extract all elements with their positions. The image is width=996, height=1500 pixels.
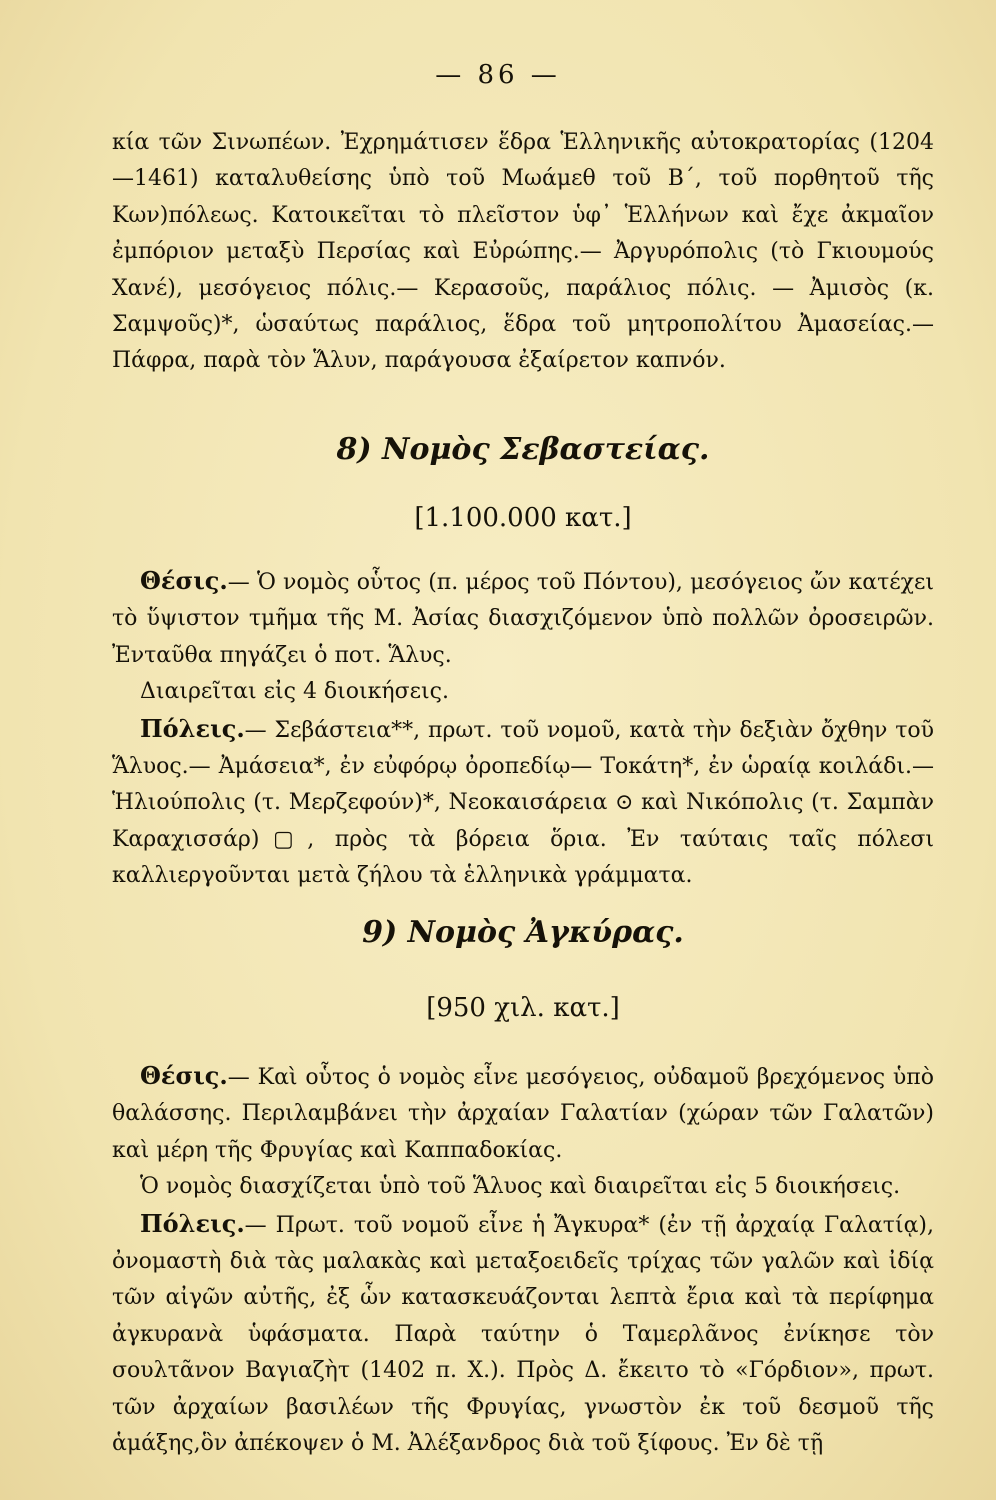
page-number: — 86 — xyxy=(435,60,561,90)
section-8-body xyxy=(112,563,934,895)
section-9-heading: 9) Νομὸς Ἀγκύρας. xyxy=(362,915,684,950)
page-body xyxy=(112,125,934,1457)
section-9-thesis xyxy=(112,1058,934,1169)
intro-paragraph: κία τῶν Σινωπέων. Ἐχρημάτισεν ἕδρα Ἑλληνικῆς αὐτοκρατορίας (1204—1461) καταλυθείσης ὑπὸ τοῦ Μωάμεθ τοῦ Β΄, τοῦ πορθητοῦ τῆς Κων)πόλεως. Κατοικεῖται τὸ πλεῖστον ὑφ᾽ Ἑλλήνων καὶ ἔχε ἀκμαῖον ἐμπόριον μεταξὺ Περσίας καὶ Εὐρώπης.— Ἀργυρόπολις (τὸ Γκιουμούς Χανέ), μεσόγειος πόλις.— Κερασοῦς, παράλιος πόλις. — Ἀμισὸς (κ. Σαμψοῦς)*, ὡσαύτως παράλιος, ἕδρα τοῦ μητροπολίτου Ἀμασείας.—Πάφρα, παρὰ τὸν Ἅλυν, παράγουσα ἐξαίρετον καπνόν. xyxy=(112,130,934,374)
section-8-cities xyxy=(112,711,934,895)
section-9-divisions: Ὁ νομὸς διασχίζεται ὑπὸ τοῦ Ἅλυος καὶ διαιρεῖται εἰς 5 διοικήσεις. xyxy=(140,1174,901,1200)
section-9-cities-label: Πόλεις. xyxy=(140,1208,245,1238)
section-8-cities-label: Πόλεις. xyxy=(140,713,245,743)
section-9-cities xyxy=(112,1206,934,1463)
section-8-thesis-label: Θέσις. xyxy=(140,566,228,595)
section-8-heading-wrap xyxy=(112,430,934,470)
section-9-body xyxy=(112,1058,934,1462)
section-9-thesis-label: Θέσις. xyxy=(140,1061,228,1090)
section-9-thesis-text: — Καὶ οὗτος ὁ νομὸς εἶνε μεσόγειος, οὐδαμοῦ βρεχόμενος ὑπὸ θαλάσσης. Περιλαμβάνει τὴν ἀρχαίαν Γαλατίαν (χώραν τῶν Γαλατῶν) καὶ μέρη τῆς Φρυγίας καὶ Καππαδοκίας. xyxy=(112,1065,934,1163)
section-9-cities-text: — Πρωτ. τοῦ νομοῦ εἶνε ἡ Ἄγκυρα* (ἐν τῇ ἀρχαίᾳ Γαλατίᾳ), ὀνομαστὴ διὰ τὰς μαλακὰς καὶ μεταξοειδεῖς τρίχας τῶν γαλῶν καὶ ἰδίᾳ τῶν αἰγῶν αὐτῆς, ἐξ ὧν κατασκευάζονται λεπτὰ ἔρια καὶ τὰ περίφημα ἀγκυρανὰ ὑφάσματα. Παρὰ ταύτην ὁ Ταμερλᾶνος ἐνίκησε τὸν σουλτᾶνον Βαγιαζὴτ (1402 π. Χ.). Πρὸς Δ. ἔκειτο τὸ «Γόρδιον», πρωτ. τῶν ἀρχαίων βασιλέων τῆς Φρυγίας, γνωστὸν ἐκ τοῦ δεσμοῦ τῆς ἁμάξης,ὃν ἀπέκοψεν ὁ Μ. Ἀλέξανδρος διὰ τοῦ ξίφους. Ἐν δὲ τῇ xyxy=(112,1212,934,1457)
section-8-divisions: Διαιρεῖται εἰς 4 διοικήσεις. xyxy=(140,679,449,705)
section-9-area: [950 χιλ. κατ.] xyxy=(426,993,620,1023)
section-8-cities-text: — Σεβάστεια**, πρωτ. τοῦ νομοῦ, κατὰ τὴν δεξιὰν ὄχθην τοῦ Ἅλυος.— Ἀμάσεια*, ἐν εὐφόρῳ ὀροπεδίῳ— Τοκάτη*, ἐν ὡραίᾳ κοιλάδι.—Ἡλιούπολις (τ. Μερζεφούν)*, Νεοκαισάρεια ⊙ καὶ Νικόπολις (τ. Σαμπὰν Καραχισσάρ)▢, πρὸς τὰ βόρεια ὅρια. Ἐν ταύταις ταῖς πόλεσι καλλιεργοῦνται μετὰ ζήλου τὰ ἑλληνικὰ γράμματα. xyxy=(112,717,934,889)
section-8-thesis xyxy=(112,563,934,674)
section-9-heading-wrap xyxy=(112,913,934,953)
section-8-area: [1.100.000 κατ.] xyxy=(414,503,632,533)
section-8-heading: 8) Νομὸς Σεβαστείας. xyxy=(336,432,710,467)
section-8-thesis-text: — Ὁ νομὸς οὗτος (π. μέρος τοῦ Πόντου), μεσόγειος ὤν κατέχει τὸ ὕψιστον τμῆμα τῆς Μ. Ἀσίας διασχιζόμενον ὑπὸ πολλῶν ὀροσειρῶν. Ἐνταῦθα πηγάζει ὁ ποτ. Ἅλυς. xyxy=(112,570,934,668)
